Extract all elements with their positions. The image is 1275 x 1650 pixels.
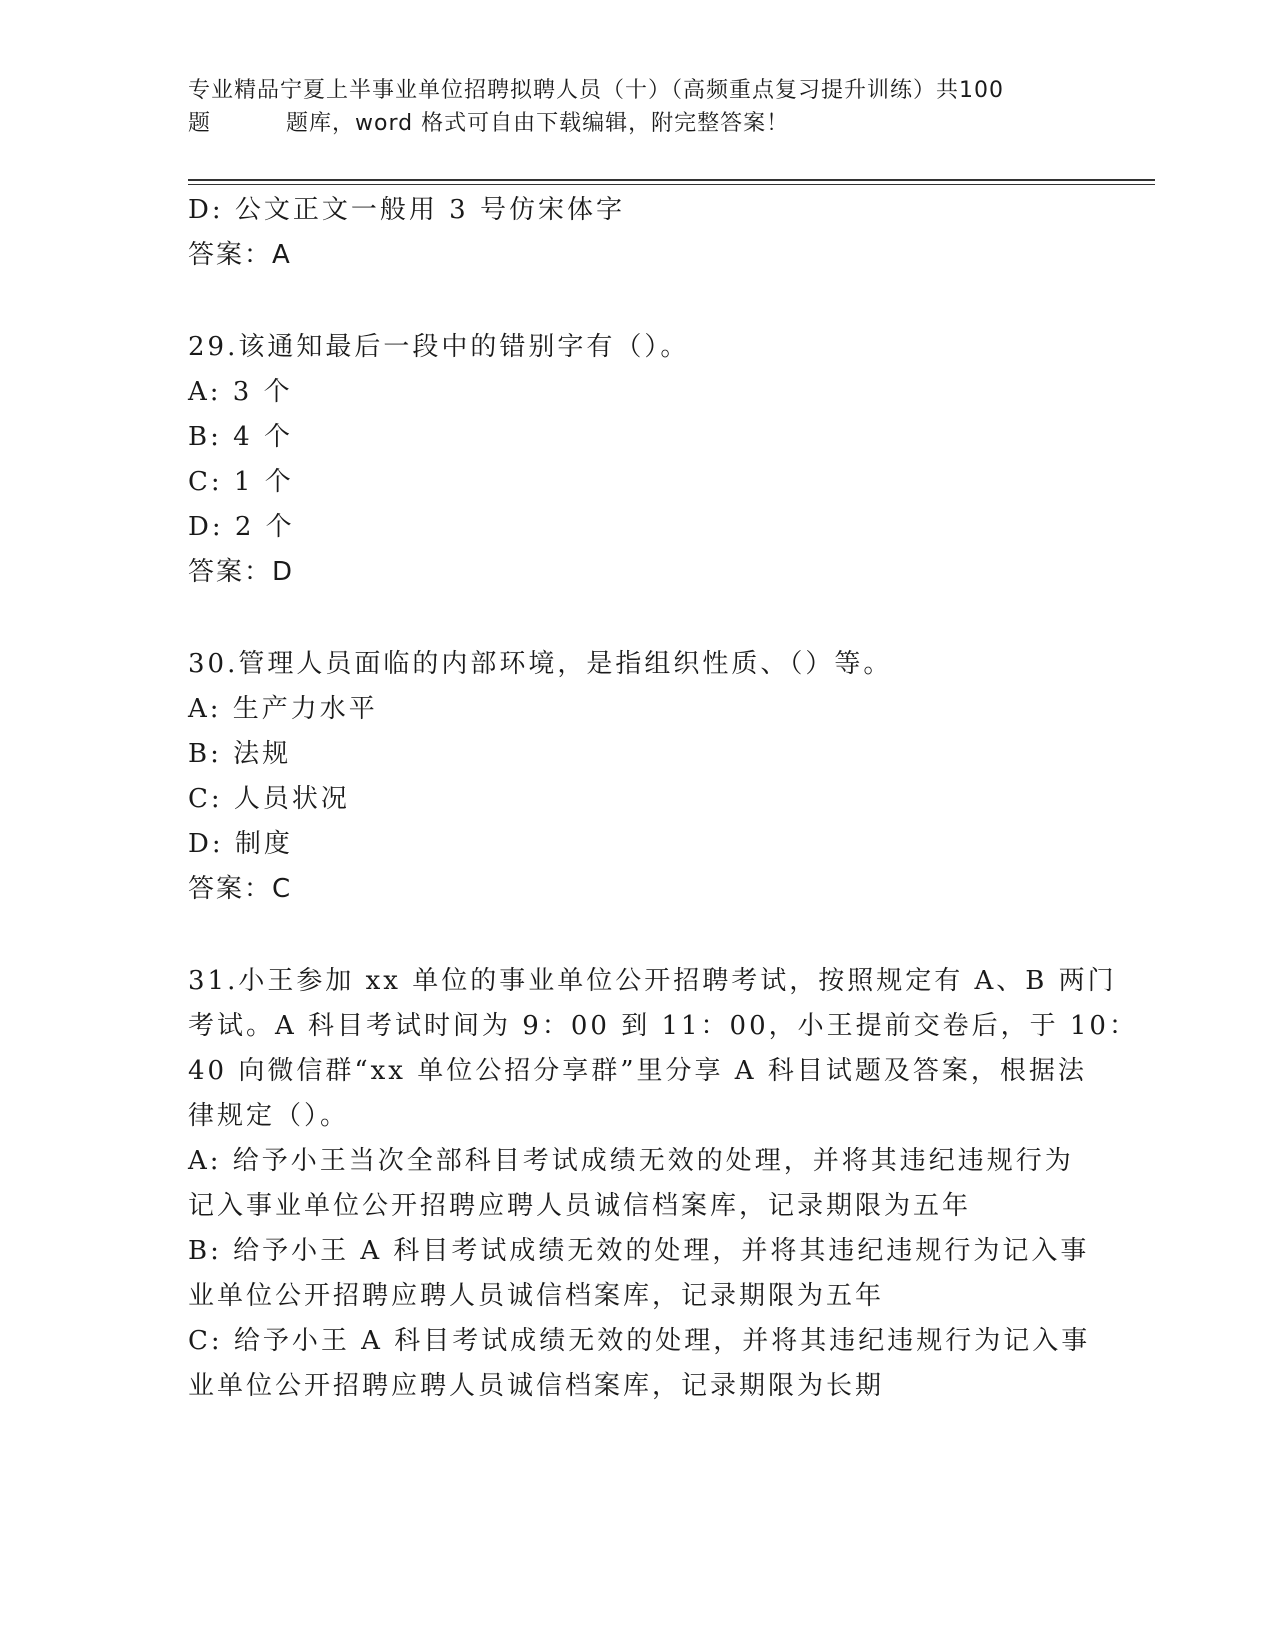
question-30-option-d: D: 制度 xyxy=(188,829,293,859)
question-29-answer: 答案：D xyxy=(188,557,295,587)
header-divider-thin xyxy=(188,184,1155,185)
prev-question-answer: 答案：A xyxy=(188,240,292,270)
question-29-option-b: B: 4 个 xyxy=(188,422,293,452)
spacer xyxy=(188,595,1088,642)
header-title-line-1: 专业精品宁夏上半事业单位招聘拟聘人员（十）（高频重点复习提升训练）共100 xyxy=(188,78,1004,103)
question-content xyxy=(188,188,1138,1409)
question-31-option-c-line-1: C: 给予小王 A 科目考试成绩无效的处理，并将其违纪违规行为记入事 xyxy=(188,1326,1091,1356)
question-31-option-a-line-1: A: 给予小王当次全部科目考试成绩无效的处理，并将其违纪违规行为 xyxy=(188,1146,1074,1176)
header-title-line-2-rest: 题库，word 格式可自由下载编辑，附完整答案！ xyxy=(286,111,790,136)
question-31-stem-line-3: 40 向微信群“xx 单位公招分享群”里分享 A 科目试题及答案，根据法 xyxy=(188,1056,1087,1086)
document-header xyxy=(188,74,1088,140)
question-29-option-c: C: 1 个 xyxy=(188,467,294,497)
header-divider-thick xyxy=(188,179,1155,181)
question-29-option-a: A: 3 个 xyxy=(188,377,293,407)
prev-question-option-d: D: 公文正文一般用 3 号仿宋体字 xyxy=(188,195,625,225)
question-30-answer: 答案：C xyxy=(188,874,293,904)
question-29-option-d: D: 2 个 xyxy=(188,512,295,542)
question-30-option-b: B: 法规 xyxy=(188,739,292,769)
question-30-option-a: A: 生产力水平 xyxy=(188,694,378,724)
question-30-stem: 30.管理人员面临的内部环境，是指组织性质、（）等。 xyxy=(188,649,893,679)
question-31-stem-line-2: 考试。A 科目考试时间为 9：00 到 11：00，小王提前交卷后，于 10： xyxy=(188,1011,1138,1041)
question-31-option-b-line-1: B: 给予小王 A 科目考试成绩无效的处理，并将其违纪违规行为记入事 xyxy=(188,1236,1090,1266)
question-30-option-c: C: 人员状况 xyxy=(188,784,350,814)
question-31-option-a-line-2: 记入事业单位公开招聘应聘人员诚信档案库，记录期限为五年 xyxy=(188,1191,972,1221)
question-31-stem-line-4: 律规定（）。 xyxy=(188,1101,350,1131)
header-title-line-2 xyxy=(188,107,1088,140)
spacer xyxy=(188,278,1088,325)
question-29-stem: 29.该通知最后一段中的错别字有（）。 xyxy=(188,332,690,362)
question-31-option-c-line-2: 业单位公开招聘应聘人员诚信档案库，记录期限为长期 xyxy=(188,1371,885,1401)
question-31-stem-line-1: 31.小王参加 xx 单位的事业单位公开招聘考试，按照规定有 A、B 两门 xyxy=(188,966,1117,996)
header-title-line-2-lead: 题 xyxy=(188,111,212,136)
question-31-option-b-line-2: 业单位公开招聘应聘人员诚信档案库，记录期限为五年 xyxy=(188,1281,885,1311)
spacer xyxy=(188,912,1088,959)
